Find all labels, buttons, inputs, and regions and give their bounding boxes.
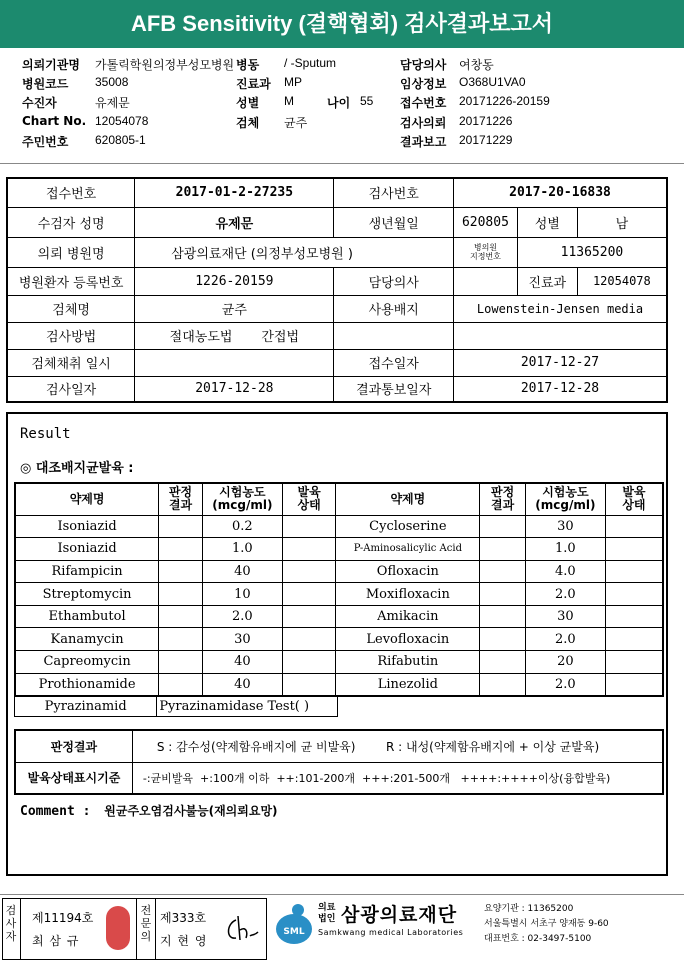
col-header: 약제명 xyxy=(15,483,159,515)
growth-cell xyxy=(605,538,663,561)
sex: 남 xyxy=(577,207,667,237)
drug-conc: 1.0 xyxy=(525,538,605,561)
method-2: 간접법 xyxy=(261,330,300,345)
drug-row xyxy=(15,673,663,696)
drug-conc: 10 xyxy=(202,583,282,606)
comment-text: 원균주오염검사불능(재의뢰요망) xyxy=(104,804,278,818)
test-date: 2017-12-28 xyxy=(135,376,334,402)
cell-label: 담당의사 xyxy=(334,267,454,295)
growth-cell xyxy=(282,560,336,583)
growth-cell xyxy=(282,651,336,674)
header-value: 20171229 xyxy=(459,133,513,147)
drug-conc: 40 xyxy=(202,651,282,674)
drug-rows xyxy=(15,515,663,696)
comment-label: Comment : xyxy=(20,804,91,819)
judgement-cell xyxy=(159,651,203,674)
info-table xyxy=(6,177,668,403)
drug-row xyxy=(15,605,663,628)
judgement-cell xyxy=(480,628,526,651)
judgement-cell xyxy=(480,583,526,606)
growth-cell xyxy=(605,583,663,606)
drug-name: Streptomycin xyxy=(15,583,159,606)
header-label: 임상정보 xyxy=(400,77,447,91)
specialist-label-cell xyxy=(136,898,156,960)
tester-name: 최 삼 규 xyxy=(32,934,80,948)
age-value: 55 xyxy=(360,94,374,108)
header-value: 20171226 xyxy=(459,114,513,128)
drug-conc: 20 xyxy=(525,651,605,674)
blank-cell xyxy=(334,322,454,349)
header-label: 검사의뢰 xyxy=(400,116,447,130)
method-1: 절대농도법 xyxy=(169,330,233,345)
specialist-no: 제333호 xyxy=(160,911,207,925)
cell-label: 사용배지 xyxy=(334,295,454,322)
col-header: 시험농도 (mcg/ml) xyxy=(202,483,282,515)
cell-label: 검사번호 xyxy=(334,178,454,207)
accept-date: 2017-12-27 xyxy=(454,349,667,376)
org-english: Samkwang medical Laboratories xyxy=(318,928,464,937)
specimen: 균주 xyxy=(135,295,334,322)
tester-label: 검사자 xyxy=(5,904,17,943)
comment xyxy=(20,802,278,819)
judgement-cell xyxy=(480,651,526,674)
drug-row xyxy=(15,651,663,674)
drug-name: Isoniazid xyxy=(15,515,159,538)
drug-conc: 30 xyxy=(202,628,282,651)
growth-cell xyxy=(282,538,336,561)
seal-icon xyxy=(106,906,130,950)
patient-name: 유제문 xyxy=(135,207,334,237)
birth: 620805 xyxy=(454,207,518,237)
growth-cell xyxy=(605,651,663,674)
receipt-no: 2017-01-2-27235 xyxy=(135,178,334,207)
drug-conc: 2.0 xyxy=(525,673,605,696)
pza-test: Pyrazinamidase Test( ) xyxy=(157,696,338,717)
header-label: 의뢰기관명 xyxy=(22,58,80,72)
cell-label: 접수번호 xyxy=(7,178,135,207)
drug-name: Isoniazid xyxy=(15,538,159,561)
header-label: 진료과 xyxy=(236,77,271,91)
org-prefix xyxy=(318,903,335,925)
growth-cell xyxy=(282,583,336,606)
org-prefix-2: 법인 xyxy=(318,914,336,924)
drug-conc: 0.2 xyxy=(202,515,282,538)
col-header: 판정 결과 xyxy=(159,483,203,515)
growth-cell xyxy=(282,605,336,628)
drug-conc: 2.0 xyxy=(202,605,282,628)
judgement-cell xyxy=(159,515,203,538)
col-header: 판정 결과 xyxy=(480,483,526,515)
pza-table xyxy=(14,695,338,717)
legend-table xyxy=(14,729,664,795)
hosp-code: 11365200 xyxy=(517,237,667,267)
drug-name: Cycloserine xyxy=(336,515,480,538)
header-label: 주민번호 xyxy=(22,135,69,149)
header-label: 검체 xyxy=(236,116,260,130)
drug-name: P-Aminosalicylic Acid xyxy=(336,538,480,561)
judgement-cell xyxy=(159,583,203,606)
judgement-cell xyxy=(480,515,526,538)
org-code: 요양기관 : 11365200 xyxy=(484,904,574,914)
header-value: 가톨릭학원의정부성모병원 xyxy=(95,58,235,72)
drug-header-row xyxy=(15,483,663,515)
drug-name: Linezolid xyxy=(336,673,480,696)
cell-label: 결과통보일자 xyxy=(334,376,454,402)
drug-conc: 4.0 xyxy=(525,560,605,583)
col-header: 발육 상태 xyxy=(282,483,336,515)
cell-label: 검체명 xyxy=(7,295,135,322)
growth-cell xyxy=(605,605,663,628)
drug-name: Kanamycin xyxy=(15,628,159,651)
drug-name: Rifampicin xyxy=(15,560,159,583)
drug-table xyxy=(14,482,664,697)
header-label: 병원코드 xyxy=(22,77,69,91)
report-date: 2017-12-28 xyxy=(454,376,667,402)
drug-row xyxy=(15,560,663,583)
blank-cell xyxy=(454,322,667,349)
cell-label: 검사방법 xyxy=(7,322,135,349)
hosp-code-label-1: 병의원 xyxy=(473,243,498,252)
org-prefix-1: 의료 xyxy=(318,903,336,913)
test-no: 2017-20-16838 xyxy=(454,178,667,207)
cell-label: 의뢰 병원명 xyxy=(7,237,135,267)
judgement-cell xyxy=(480,560,526,583)
legend-growth: -:균비발육 +:100개 이하 ++:101-200개 +++:201-500개 ++++:++++이상(융합발육) xyxy=(132,762,663,794)
tester-no: 제11194호 xyxy=(32,911,94,925)
legend-s: S : 감수성(약제함유배지에 균 비발육) xyxy=(156,739,356,754)
header-value: 유제문 xyxy=(95,96,130,110)
drug-conc: 1.0 xyxy=(202,538,282,561)
cell-label: 수검자 성명 xyxy=(7,207,135,237)
judgement-cell xyxy=(480,605,526,628)
header-label: 담당의사 xyxy=(400,58,447,72)
result-label: Result xyxy=(20,426,71,442)
header-label: Chart No. xyxy=(22,114,87,128)
drug-conc: 40 xyxy=(202,673,282,696)
drug-row xyxy=(15,583,663,606)
hosp-code-label xyxy=(454,237,518,267)
drug-name: Ethambutol xyxy=(15,605,159,628)
drug-name: Moxifloxacin xyxy=(336,583,480,606)
drug-conc: 30 xyxy=(525,515,605,538)
age-label: 나이 xyxy=(327,96,351,110)
growth-cell xyxy=(605,560,663,583)
signature-icon xyxy=(222,910,262,946)
header-divider xyxy=(0,163,684,164)
org-address: 서울특별시 서초구 양재동 9-60 xyxy=(484,919,609,929)
cell-label: 성별 xyxy=(517,207,577,237)
growth-cell xyxy=(282,515,336,538)
header-value: MP xyxy=(284,75,302,89)
judgement-cell xyxy=(159,628,203,651)
header-value: 620805-1 xyxy=(95,133,146,147)
judgement-cell xyxy=(159,605,203,628)
cell-label: 접수일자 xyxy=(334,349,454,376)
drug-row xyxy=(15,538,663,561)
judgement-cell xyxy=(159,538,203,561)
dept: 12054078 xyxy=(577,267,667,295)
header-label: 병동 xyxy=(236,58,260,72)
pza-name: Pyrazinamid xyxy=(15,696,157,717)
logo-text: SML xyxy=(283,927,305,937)
specialist-label: 전문의 xyxy=(140,904,152,943)
col-header: 발육 상태 xyxy=(605,483,663,515)
legend-growth-label: 발육상태표시기준 xyxy=(15,762,132,794)
header-value: / -Sputum xyxy=(284,56,337,70)
header-value: 35008 xyxy=(95,75,129,89)
drug-conc: 2.0 xyxy=(525,628,605,651)
header-value: 12054078 xyxy=(95,114,149,128)
sml-logo-icon xyxy=(274,901,314,947)
judgement-cell xyxy=(480,673,526,696)
specialist-name: 지 현 영 xyxy=(160,934,208,948)
drug-name: Capreomycin xyxy=(15,651,159,674)
judgement-cell xyxy=(480,538,526,561)
drug-name: Prothionamide xyxy=(15,673,159,696)
drug-name: Rifabutin xyxy=(336,651,480,674)
cell-label: 검사일자 xyxy=(7,376,135,402)
drug-conc: 30 xyxy=(525,605,605,628)
header-value: M xyxy=(284,94,294,108)
hosp-code-label-2: 지정번호 xyxy=(469,252,501,261)
org-info xyxy=(484,902,609,947)
header-value: 20171226-20159 xyxy=(459,94,550,108)
org-phone: 대표번호 : 02-3497-5100 xyxy=(484,934,592,944)
growth-cell xyxy=(605,628,663,651)
cell-label: 생년월일 xyxy=(334,207,454,237)
growth-cell xyxy=(605,515,663,538)
col-header: 시험농도 (mcg/ml) xyxy=(525,483,605,515)
header-label: 결과보고 xyxy=(400,135,447,149)
col-header: 약제명 xyxy=(336,483,480,515)
growth-cell xyxy=(282,673,336,696)
footer-divider xyxy=(0,894,684,895)
legend-judgement-label: 판정결과 xyxy=(15,730,132,762)
drug-name: Amikacin xyxy=(336,605,480,628)
method xyxy=(135,322,334,349)
cell-label: 병원환자 등록번호 xyxy=(7,267,135,295)
drug-name: Levofloxacin xyxy=(336,628,480,651)
doctor xyxy=(454,267,518,295)
drug-row xyxy=(15,515,663,538)
collect xyxy=(135,349,334,376)
hospital: 삼광의료재단 (의정부성모병원 ) xyxy=(135,237,454,267)
header-label: 접수번호 xyxy=(400,96,447,110)
drug-conc: 40 xyxy=(202,560,282,583)
legend-r: R : 내성(약제함유배지에 + 이상 균발육) xyxy=(385,739,600,754)
growth-cell xyxy=(282,628,336,651)
judgement-cell xyxy=(159,673,203,696)
drug-conc: 2.0 xyxy=(525,583,605,606)
header-value: 여창동 xyxy=(459,58,494,72)
drug-row xyxy=(15,628,663,651)
culture-label: ◎ 대조배지균발육 : xyxy=(20,461,134,476)
org-name: 삼광의료재단 xyxy=(341,904,458,926)
header-label: 성별 xyxy=(236,96,260,110)
judgement-cell xyxy=(159,560,203,583)
report-title: AFB Sensitivity (결핵협회) 검사결과보고서 xyxy=(0,0,684,48)
legend-judgement xyxy=(132,730,663,762)
medium: Lowenstein-Jensen media xyxy=(454,295,667,322)
cell-label: 검체채취 일시 xyxy=(7,349,135,376)
growth-cell xyxy=(605,673,663,696)
header-label: 수진자 xyxy=(22,96,57,110)
tester-label-cell xyxy=(2,898,21,960)
drug-name: Ofloxacin xyxy=(336,560,480,583)
reg-no: 1226-20159 xyxy=(135,267,334,295)
cell-label: 진료과 xyxy=(517,267,577,295)
header-value: O368U1VA0 xyxy=(459,75,526,89)
header-value: 균주 xyxy=(284,116,308,130)
